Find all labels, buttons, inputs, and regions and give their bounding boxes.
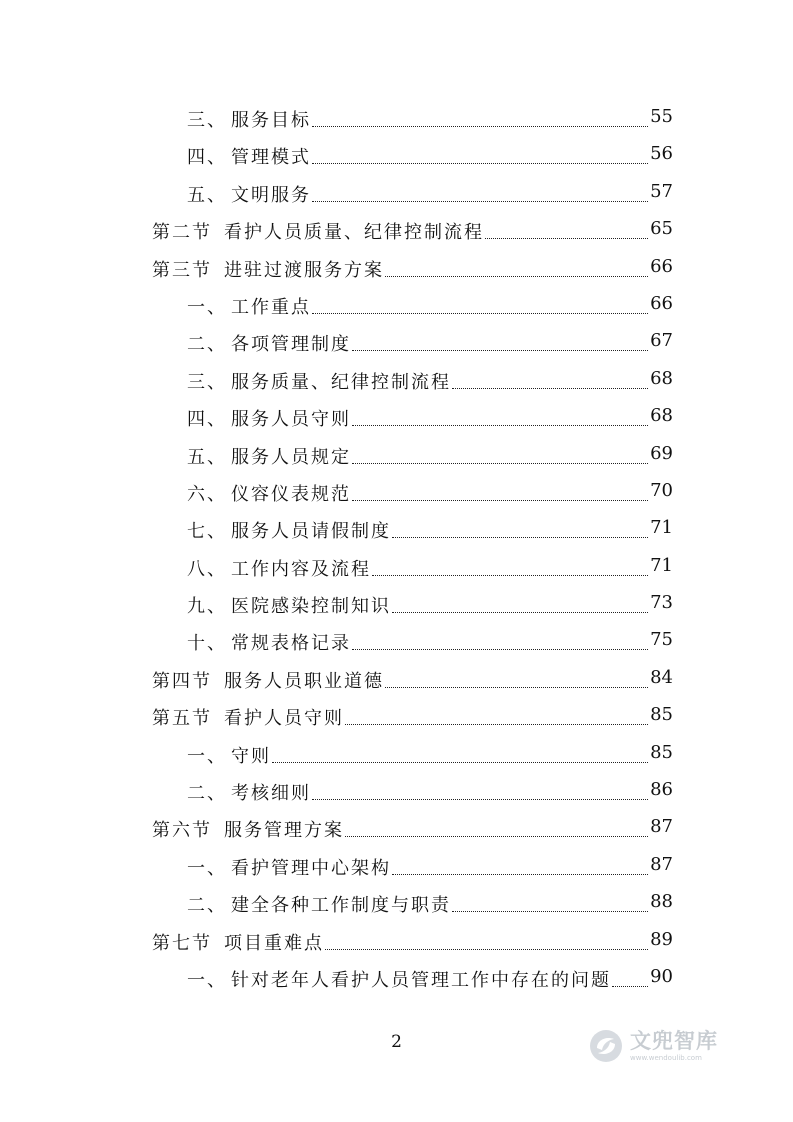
watermark bbox=[588, 1018, 748, 1074]
toc-entry-page: 85 bbox=[650, 704, 673, 726]
toc-entry-number: 第二节 bbox=[152, 222, 212, 244]
toc-entry[interactable] bbox=[0, 324, 793, 361]
watermark-logo-icon bbox=[588, 1028, 624, 1064]
toc-entry-page: 71 bbox=[650, 517, 673, 539]
toc-entry[interactable] bbox=[0, 212, 793, 249]
toc-entry-title: 看护管理中心架构 bbox=[231, 857, 391, 879]
toc-entry-page: 71 bbox=[650, 554, 673, 576]
toc-entry-number: 七、 bbox=[187, 521, 227, 543]
toc-entry-number: 第三节 bbox=[152, 259, 212, 281]
toc-leader-dots bbox=[312, 163, 648, 164]
toc-entry-title: 守则 bbox=[231, 745, 271, 767]
toc-entry-title: 工作内容及流程 bbox=[231, 558, 371, 580]
toc-leader-dots bbox=[352, 649, 648, 650]
toc-entry-number: 一、 bbox=[187, 969, 227, 991]
toc-entry-title: 看护人员质量、纪律控制流程 bbox=[224, 222, 484, 244]
toc-leader-dots bbox=[452, 388, 648, 389]
toc-leader-dots bbox=[325, 949, 648, 950]
toc-leader-dots bbox=[345, 724, 648, 725]
toc-entry-number: 第七节 bbox=[152, 932, 212, 954]
toc-entry-title: 文明服务 bbox=[231, 184, 311, 206]
toc-entry-title: 各项管理制度 bbox=[231, 334, 351, 356]
toc-entry[interactable] bbox=[0, 250, 793, 287]
toc-entry-number: 二、 bbox=[187, 783, 227, 805]
toc-entry-title: 建全各种工作制度与职责 bbox=[231, 895, 451, 917]
toc-entry[interactable] bbox=[0, 960, 793, 997]
toc-entry-title: 考核细则 bbox=[231, 783, 311, 805]
table-of-contents bbox=[0, 100, 793, 997]
toc-leader-dots bbox=[385, 687, 648, 688]
toc-leader-dots bbox=[312, 126, 648, 127]
toc-entry-page: 66 bbox=[650, 292, 673, 314]
toc-entry-title: 针对老年人看护人员管理工作中存在的问题 bbox=[231, 969, 611, 991]
toc-leader-dots bbox=[392, 874, 648, 875]
toc-leader-dots bbox=[312, 201, 648, 202]
toc-entry-text bbox=[187, 966, 611, 992]
toc-leader-dots bbox=[372, 575, 648, 576]
toc-entry-text bbox=[187, 517, 391, 543]
toc-entry[interactable] bbox=[0, 362, 793, 399]
toc-leader-dots bbox=[612, 986, 648, 987]
toc-entry-text bbox=[187, 443, 351, 469]
toc-entry-title: 服务质量、纪律控制流程 bbox=[231, 371, 451, 393]
toc-entry-page: 65 bbox=[650, 218, 673, 240]
toc-entry-number: 四、 bbox=[187, 147, 227, 169]
toc-entry[interactable] bbox=[0, 661, 793, 698]
toc-entry-title: 服务人员职业道德 bbox=[224, 670, 384, 692]
toc-leader-dots bbox=[392, 537, 648, 538]
toc-entry[interactable] bbox=[0, 287, 793, 324]
toc-entry-text bbox=[187, 405, 351, 431]
toc-entry-title: 进驻过渡服务方案 bbox=[224, 259, 384, 281]
toc-entry[interactable] bbox=[0, 399, 793, 436]
toc-entry[interactable] bbox=[0, 474, 793, 511]
toc-entry-page: 56 bbox=[650, 143, 673, 165]
toc-entry[interactable] bbox=[0, 586, 793, 623]
toc-entry-number: 八、 bbox=[187, 558, 227, 580]
toc-entry-page: 57 bbox=[650, 180, 673, 202]
toc-entry[interactable] bbox=[0, 511, 793, 548]
toc-entry-text bbox=[152, 816, 344, 842]
toc-entry-text bbox=[152, 704, 344, 730]
toc-entry[interactable] bbox=[0, 100, 793, 137]
toc-entry-text bbox=[187, 480, 351, 506]
watermark-name: 文兜智库 bbox=[630, 1028, 718, 1053]
toc-entry-text bbox=[152, 929, 324, 955]
toc-entry-text bbox=[187, 106, 311, 132]
toc-leader-dots bbox=[352, 425, 648, 426]
toc-entry-text bbox=[187, 854, 391, 880]
toc-entry[interactable] bbox=[0, 437, 793, 474]
toc-entry-text bbox=[152, 667, 384, 693]
toc-entry-page: 69 bbox=[650, 442, 673, 464]
toc-entry-number: 一、 bbox=[187, 745, 227, 767]
toc-entry-text bbox=[187, 330, 351, 356]
toc-entry-title: 项目重难点 bbox=[224, 932, 324, 954]
toc-entry-page: 67 bbox=[650, 330, 673, 352]
toc-entry-number: 第四节 bbox=[152, 670, 212, 692]
toc-entry-page: 75 bbox=[650, 629, 673, 651]
toc-entry-title: 工作重点 bbox=[231, 296, 311, 318]
toc-entry-page: 87 bbox=[650, 853, 673, 875]
toc-entry-text bbox=[187, 891, 451, 917]
toc-entry-text bbox=[187, 555, 371, 581]
toc-entry-number: 九、 bbox=[187, 596, 227, 618]
toc-entry[interactable] bbox=[0, 549, 793, 586]
toc-leader-dots bbox=[392, 612, 648, 613]
toc-entry-text bbox=[187, 293, 311, 319]
toc-entry-text bbox=[187, 143, 311, 169]
toc-entry-number: 十、 bbox=[187, 633, 227, 655]
toc-leader-dots bbox=[485, 238, 648, 239]
toc-entry[interactable] bbox=[0, 623, 793, 660]
toc-leader-dots bbox=[345, 836, 648, 837]
toc-entry-number: 第六节 bbox=[152, 820, 212, 842]
page-number: 2 bbox=[391, 1032, 402, 1052]
toc-entry-number: 一、 bbox=[187, 857, 227, 879]
toc-entry-title: 服务目标 bbox=[231, 110, 311, 131]
toc-entry-text bbox=[152, 256, 384, 282]
toc-entry-page: 66 bbox=[650, 255, 673, 277]
toc-entry[interactable] bbox=[0, 736, 793, 773]
toc-entry-page: 55 bbox=[650, 106, 673, 127]
toc-leader-dots bbox=[352, 500, 648, 501]
toc-entry-page: 73 bbox=[650, 592, 673, 614]
toc-entry-number: 三、 bbox=[187, 110, 227, 131]
toc-entry[interactable] bbox=[0, 698, 793, 735]
toc-entry-number: 五、 bbox=[187, 446, 227, 468]
toc-entry-number: 一、 bbox=[187, 296, 227, 318]
toc-entry-text bbox=[152, 218, 484, 244]
toc-leader-dots bbox=[352, 463, 648, 464]
toc-entry-title: 仪容仪表规范 bbox=[231, 483, 351, 505]
toc-entry-page: 90 bbox=[650, 965, 673, 987]
toc-entry[interactable] bbox=[0, 885, 793, 922]
toc-leader-dots bbox=[452, 911, 648, 912]
toc-leader-dots bbox=[385, 276, 648, 277]
toc-entry-number: 二、 bbox=[187, 334, 227, 356]
toc-entry-title: 管理模式 bbox=[231, 147, 311, 169]
toc-entry-page: 68 bbox=[650, 405, 673, 427]
toc-entry[interactable] bbox=[0, 175, 793, 212]
toc-leader-dots bbox=[352, 350, 648, 351]
toc-entry-title: 服务人员守则 bbox=[231, 409, 351, 431]
toc-entry-number: 五、 bbox=[187, 184, 227, 206]
toc-entry-page: 70 bbox=[650, 479, 673, 501]
watermark-url: www.wendoulib.com bbox=[630, 1053, 702, 1062]
toc-entry-title: 医院感染控制知识 bbox=[231, 596, 391, 618]
toc-entry-number: 三、 bbox=[187, 371, 227, 393]
toc-entry-text bbox=[187, 742, 271, 768]
toc-entry-text bbox=[187, 779, 311, 805]
toc-entry-page: 85 bbox=[650, 741, 673, 763]
toc-leader-dots bbox=[272, 762, 648, 763]
toc-entry-title: 常规表格记录 bbox=[231, 633, 351, 655]
toc-entry-number: 二、 bbox=[187, 895, 227, 917]
toc-entry-title: 看护人员守则 bbox=[224, 708, 344, 730]
toc-entry-page: 88 bbox=[650, 891, 673, 913]
toc-entry-number: 六、 bbox=[187, 483, 227, 505]
toc-leader-dots bbox=[312, 799, 648, 800]
toc-entry-page: 68 bbox=[650, 367, 673, 389]
toc-entry[interactable] bbox=[0, 137, 793, 174]
toc-entry-title: 服务人员请假制度 bbox=[231, 521, 391, 543]
toc-entry-number: 第五节 bbox=[152, 708, 212, 730]
toc-entry-page: 84 bbox=[650, 666, 673, 688]
toc-leader-dots bbox=[312, 313, 648, 314]
toc-entry[interactable] bbox=[0, 923, 793, 960]
toc-entry-page: 87 bbox=[650, 816, 673, 838]
toc-entry-text bbox=[187, 592, 391, 618]
toc-entry[interactable] bbox=[0, 773, 793, 810]
toc-entry-text bbox=[187, 629, 351, 655]
toc-entry-number: 四、 bbox=[187, 409, 227, 431]
toc-entry-title: 服务管理方案 bbox=[224, 820, 344, 842]
toc-entry-title: 服务人员规定 bbox=[231, 446, 351, 468]
toc-entry[interactable] bbox=[0, 848, 793, 885]
toc-entry-text bbox=[187, 368, 451, 394]
toc-entry-page: 89 bbox=[650, 928, 673, 950]
toc-entry[interactable] bbox=[0, 810, 793, 847]
toc-entry-page: 86 bbox=[650, 779, 673, 801]
toc-entry-text bbox=[187, 181, 311, 207]
